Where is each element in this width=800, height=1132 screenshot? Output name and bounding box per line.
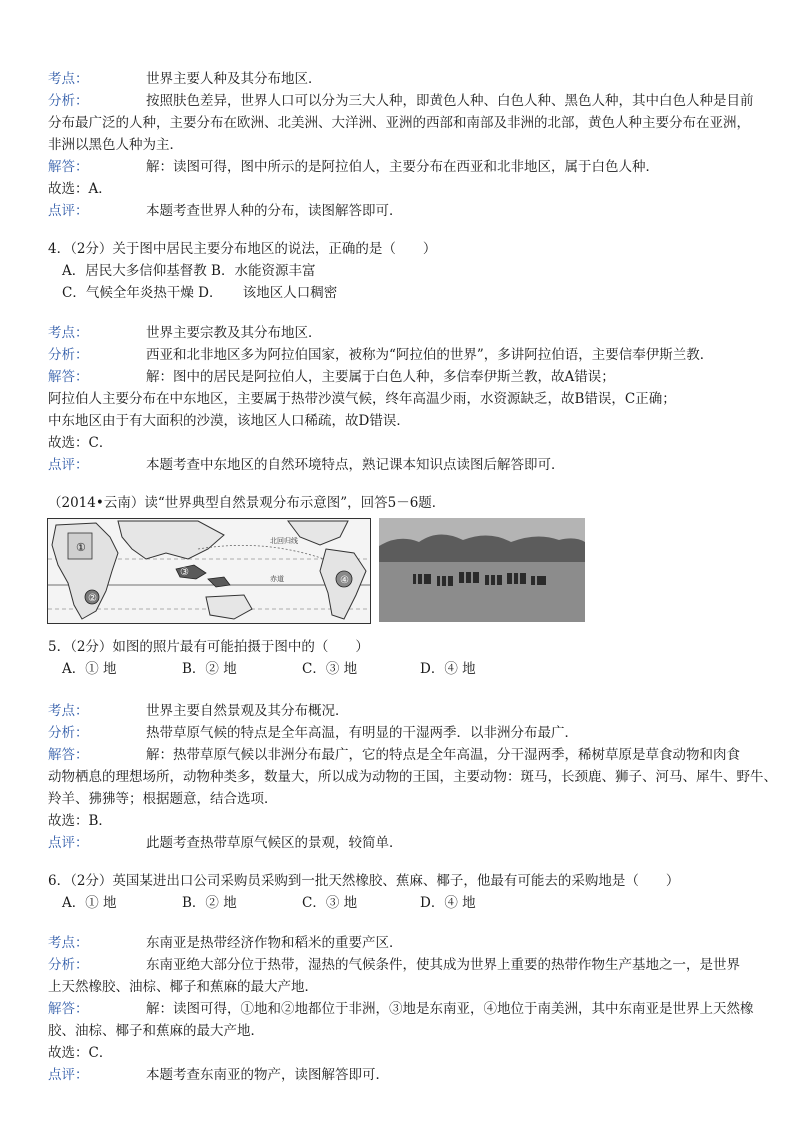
q3-answer: 故选：A．	[48, 181, 112, 197]
q6-option-a: A．① 地	[62, 895, 117, 911]
dianping-label: 点评：	[48, 1067, 89, 1083]
map-label-2: ②	[88, 593, 97, 604]
fenxi-label: 分析：	[48, 725, 89, 741]
q5-jieda-line3: 羚羊、狒狒等；根据题意，结合选项．	[48, 791, 278, 807]
world-landscape-map	[47, 518, 371, 624]
map-label-3: ③	[180, 567, 189, 578]
q5-option-b: B．② 地	[182, 661, 237, 677]
map-label-1: ①	[76, 541, 86, 554]
route-line	[198, 545, 324, 559]
q6-option-d: D．④ 地	[420, 895, 476, 911]
australia-landmass	[206, 595, 252, 619]
q3-dianping: 本题考查世界人种的分布，读图解答即可．	[146, 203, 403, 219]
q4-options-cd: C．气候全年炎热干燥 D． 该地区人口稠密	[62, 285, 338, 301]
zebra	[507, 573, 526, 584]
kaodian-label: 考点：	[48, 935, 89, 951]
map-label-4: ④	[340, 575, 349, 586]
q6-fenxi-line1: 东南亚绝大部分位于热带，湿热的气候条件，使其成为世界上重要的热带作物生产基地之一，是世界	[146, 957, 740, 973]
q5-option-c: C．③ 地	[302, 661, 358, 677]
q3-fenxi-line2: 分布最广泛的人种，主要分布在欧洲、北美洲、大洋洲、亚洲的西部和南部及非洲的北部，黄色人种主要分布在亚洲，	[48, 115, 750, 131]
kaodian-label: 考点：	[48, 71, 89, 87]
q5-dianping: 此题考查热带草原气候区的景观，较简单．	[146, 835, 403, 851]
zebra	[531, 576, 546, 585]
q4-jieda-line3: 中东地区由于有大面积的沙漠，该地区人口稀疏，故D错误．	[48, 413, 410, 429]
q3-jieda-line1: 解：读图可得，图中所示的是阿拉伯人，主要分布在西亚和北非地区，属于白色人种．	[146, 159, 659, 175]
q3-kaodian: 世界主要人种及其分布地区．	[146, 71, 322, 87]
q5-jieda-line1: 解：热带草原气候以非洲分布最广，它的特点是全年高温，分干湿两季，稀树草原是草食动物和肉食	[146, 747, 740, 763]
q6-dianping: 本题考查东南亚的物产，读图解答即可．	[146, 1067, 389, 1083]
q5-kaodian: 世界主要自然景观及其分布概况．	[146, 703, 349, 719]
q5-jieda-line2: 动物栖息的理想场所，动物种类多，数量大，所以成为动物的王国，主要动物：斑马，长颈鹿、狮子、河马、犀牛、野牛、	[48, 769, 777, 785]
fenxi-label: 分析：	[48, 347, 89, 363]
zebra	[437, 576, 453, 586]
jieda-label: 解答：	[48, 159, 89, 175]
dianping-label: 点评：	[48, 203, 89, 219]
q5-option-d: D．④ 地	[420, 661, 476, 677]
dianping-label: 点评：	[48, 457, 89, 473]
q4-jieda-line2: 阿拉伯人主要分布在中东地区，主要属于热带沙漠气候，终年高温少雨，水资源缺乏，故B错误，C正确；	[48, 391, 676, 407]
q5-6-intro: （2014•云南）读“世界典型自然景观分布示意图”，回答5－6题．	[48, 495, 446, 511]
kaodian-label: 考点：	[48, 325, 89, 341]
q6-answer: 故选：C．	[48, 1045, 113, 1061]
map-text-equator: 赤道	[270, 575, 284, 583]
indonesia-islands	[208, 577, 230, 587]
photo-grassland	[379, 562, 585, 622]
dianping-label: 点评：	[48, 835, 89, 851]
asia-landmass	[118, 521, 224, 559]
savanna-photo	[379, 518, 585, 622]
fenxi-label: 分析：	[48, 957, 89, 973]
q6-option-c: C．③ 地	[302, 895, 358, 911]
jieda-label: 解答：	[48, 747, 89, 763]
q6-kaodian: 东南亚是热带经济作物和稻米的重要产区．	[146, 935, 403, 951]
zebra	[413, 574, 431, 584]
q6-fenxi-line2: 上天然橡胶、油棕、椰子和蕉麻的最大产地．	[48, 979, 318, 995]
q3-fenxi-line3: 非洲以黑色人种为主．	[48, 137, 183, 153]
q6-jieda-line2: 胶、油棕、椰子和蕉麻的最大产地．	[48, 1023, 264, 1039]
q5-stem: 5．（2分）如图的照片最有可能拍摄于图中的（ ）	[48, 639, 369, 655]
q4-options-ab: A．居民大多信仰基督教 B．水能资源丰富	[62, 263, 316, 279]
q6-stem: 6．（2分）英国某进出口公司采购员采购到一批天然橡胶、蕉麻、椰子，他最有可能去的采购地是（ ）	[48, 873, 680, 889]
q3-fenxi-line1: 按照肤色差异，世界人口可以分为三大人种，即黄色人种、白色人种、黑色人种，其中白色人种是目前	[146, 93, 754, 109]
q4-stem: 4．（2分）关于图中居民主要分布地区的说法，正确的是（ ）	[48, 241, 437, 257]
map-svg	[48, 519, 370, 623]
q4-dianping: 本题考查中东地区的自然环境特点，熟记课本知识点读图后解答即可．	[146, 457, 565, 473]
q5-fenxi: 热带草原气候的特点是全年高温，有明显的干湿两季．以非洲分布最广．	[146, 725, 578, 741]
photo-svg	[379, 518, 585, 622]
map-text-tropic: 北回归线	[270, 537, 298, 545]
q4-answer: 故选：C．	[48, 435, 113, 451]
jieda-label: 解答：	[48, 1001, 89, 1017]
q4-fenxi: 西亚和北非地区多为阿拉伯国家，被称为“阿拉伯的世界”，多讲阿拉伯语，主要信奉伊斯兰教．	[146, 347, 714, 363]
fenxi-label: 分析：	[48, 93, 89, 109]
q4-kaodian: 世界主要宗教及其分布地区．	[146, 325, 322, 341]
zebra	[459, 572, 479, 583]
q4-jieda-line1: 解：图中的居民是阿拉伯人，主要属于白色人种，多信奉伊斯兰教，故A错误；	[146, 369, 615, 385]
q6-option-b: B．② 地	[182, 895, 237, 911]
jieda-label: 解答：	[48, 369, 89, 385]
q5-option-a: A．① 地	[62, 661, 117, 677]
q6-jieda-line1: 解：读图可得，①地和②地都位于非洲，③地是东南亚，④地位于南美洲，其中东南亚是世界上天然橡	[146, 1001, 754, 1017]
zebra	[485, 575, 502, 585]
kaodian-label: 考点：	[48, 703, 89, 719]
q5-answer: 故选：B．	[48, 813, 112, 829]
